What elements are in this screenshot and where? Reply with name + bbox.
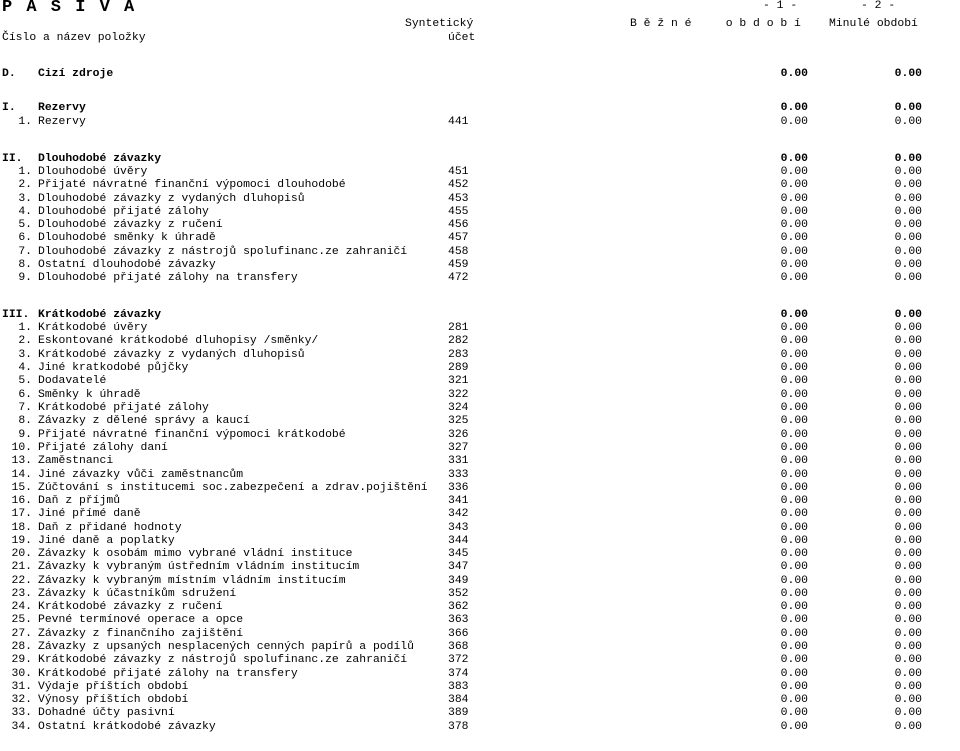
row-previous-value: 0.00 <box>894 654 922 666</box>
row-name: Jiné závazky vůči zaměstnancům <box>38 469 244 481</box>
table-row <box>0 322 960 335</box>
row-number: III. <box>2 309 30 321</box>
row-number: 25. <box>11 614 32 626</box>
table-row <box>0 681 960 694</box>
row-previous-value: 0.00 <box>894 508 922 520</box>
row-account: 327 <box>448 442 469 454</box>
row-name: Dlouhodobé závazky z nástrojů spolufinanc.ze zahraničí <box>38 246 408 258</box>
item-name-header: Číslo a název položky <box>2 32 146 44</box>
row-name: Dlouhodobé závazky z vydaných dluhopisů <box>38 193 305 205</box>
row-number: 20. <box>11 548 32 560</box>
row-current-value: 0.00 <box>780 259 808 271</box>
row-current-value: 0.00 <box>780 232 808 244</box>
row-previous-value: 0.00 <box>894 601 922 613</box>
row-account: 457 <box>448 232 469 244</box>
row-number: 1. <box>18 116 32 128</box>
row-number: 27. <box>11 628 32 640</box>
row-name: Zaměstnanci <box>38 455 114 467</box>
row-previous-value: 0.00 <box>894 272 922 284</box>
row-previous-value: 0.00 <box>894 721 922 733</box>
row-current-value: 0.00 <box>780 68 808 80</box>
row-account: 383 <box>448 681 469 693</box>
row-name: Jiné přímé daně <box>38 508 141 520</box>
table-row <box>0 508 960 521</box>
row-current-value: 0.00 <box>780 246 808 258</box>
row-number: 3. <box>18 193 32 205</box>
table-row <box>0 389 960 402</box>
previous-period-header: Minulé období <box>829 18 918 30</box>
row-current-value: 0.00 <box>780 614 808 626</box>
row-number: 7. <box>18 246 32 258</box>
row-current-value: 0.00 <box>780 335 808 347</box>
section-row <box>0 153 960 166</box>
row-number: 24. <box>11 601 32 613</box>
row-number: 5. <box>18 375 32 387</box>
row-account: 363 <box>448 614 469 626</box>
row-number: 4. <box>18 206 32 218</box>
row-account: 352 <box>448 588 469 600</box>
row-name: Přijaté návratné finanční výpomoci dlouhodobé <box>38 179 346 191</box>
row-account: 384 <box>448 694 469 706</box>
row-number: II. <box>2 153 23 165</box>
row-previous-value: 0.00 <box>894 548 922 560</box>
row-account: 374 <box>448 668 469 680</box>
row-number: 30. <box>11 668 32 680</box>
row-number: 33. <box>11 707 32 719</box>
row-number: 8. <box>18 259 32 271</box>
row-number: 16. <box>11 495 32 507</box>
row-current-value: 0.00 <box>780 668 808 680</box>
row-current-value: 0.00 <box>780 116 808 128</box>
row-name: Daň z příjmů <box>38 495 121 507</box>
row-current-value: 0.00 <box>780 272 808 284</box>
row-previous-value: 0.00 <box>894 535 922 547</box>
row-account: 344 <box>448 535 469 547</box>
row-account: 455 <box>448 206 469 218</box>
row-name: Jiné daně a poplatky <box>38 535 175 547</box>
row-account: 283 <box>448 349 469 361</box>
row-account: 456 <box>448 219 469 231</box>
row-previous-value: 0.00 <box>894 429 922 441</box>
row-current-value: 0.00 <box>780 102 808 114</box>
row-previous-value: 0.00 <box>894 455 922 467</box>
row-name: Výdaje příštích období <box>38 681 189 693</box>
row-account: 366 <box>448 628 469 640</box>
synthetic-account-header: Syntetický <box>405 18 474 30</box>
row-name: Ostatní dlouhodobé závazky <box>38 259 216 271</box>
row-name: Směnky k úhradě <box>38 389 141 401</box>
table-row <box>0 335 960 348</box>
row-previous-value: 0.00 <box>894 588 922 600</box>
row-name: Dlouhodobé přijaté zálohy na transfery <box>38 272 298 284</box>
row-account: 342 <box>448 508 469 520</box>
row-current-value: 0.00 <box>780 601 808 613</box>
row-number: 2. <box>18 179 32 191</box>
table-row <box>0 641 960 654</box>
row-name: Krátkodobé úvěry <box>38 322 148 334</box>
row-previous-value: 0.00 <box>894 575 922 587</box>
row-previous-value: 0.00 <box>894 561 922 573</box>
row-current-value: 0.00 <box>780 362 808 374</box>
table-row <box>0 561 960 574</box>
table-row <box>0 375 960 388</box>
table-row <box>0 442 960 455</box>
row-number: 34. <box>11 721 32 733</box>
table-row <box>0 349 960 362</box>
row-current-value: 0.00 <box>780 153 808 165</box>
row-current-value: 0.00 <box>780 469 808 481</box>
row-name: Cizí zdroje <box>38 68 114 80</box>
row-current-value: 0.00 <box>780 508 808 520</box>
table-row <box>0 548 960 561</box>
row-name: Dlouhodobé přijaté zálohy <box>38 206 209 218</box>
section-row <box>0 309 960 322</box>
table-row <box>0 206 960 219</box>
row-previous-value: 0.00 <box>894 68 922 80</box>
table-row <box>0 193 960 206</box>
row-previous-value: 0.00 <box>894 322 922 334</box>
row-current-value: 0.00 <box>780 654 808 666</box>
row-account: 326 <box>448 429 469 441</box>
row-previous-value: 0.00 <box>894 362 922 374</box>
table-row <box>0 232 960 245</box>
row-name: Rezervy <box>38 102 86 114</box>
row-previous-value: 0.00 <box>894 389 922 401</box>
row-name: Závazky k osobám mimo vybrané vládní instituce <box>38 548 353 560</box>
row-previous-value: 0.00 <box>894 402 922 414</box>
row-previous-value: 0.00 <box>894 469 922 481</box>
table-row <box>0 219 960 232</box>
row-account: 451 <box>448 166 469 178</box>
row-account: 321 <box>448 375 469 387</box>
row-name: Dohadné účty pasivní <box>38 707 175 719</box>
table-row <box>0 495 960 508</box>
row-current-value: 0.00 <box>780 166 808 178</box>
row-account: 459 <box>448 259 469 271</box>
table-row <box>0 272 960 285</box>
row-number: 9. <box>18 429 32 441</box>
row-current-value: 0.00 <box>780 548 808 560</box>
row-current-value: 0.00 <box>780 415 808 427</box>
row-previous-value: 0.00 <box>894 335 922 347</box>
row-current-value: 0.00 <box>780 219 808 231</box>
column-2-number: - 2 - <box>861 0 896 12</box>
row-current-value: 0.00 <box>780 561 808 573</box>
row-name: Dlouhodobé závazky z ručení <box>38 219 223 231</box>
row-name: Krátkodobé přijaté zálohy <box>38 402 209 414</box>
row-number: 6. <box>18 232 32 244</box>
row-account: 349 <box>448 575 469 587</box>
row-name: Závazky z finančního zajištění <box>38 628 244 640</box>
table-row <box>0 455 960 468</box>
row-previous-value: 0.00 <box>894 309 922 321</box>
row-name: Eskontované krátkodobé dluhopisy /směnky/ <box>38 335 319 347</box>
row-account: 458 <box>448 246 469 258</box>
row-current-value: 0.00 <box>780 179 808 191</box>
table-row <box>0 402 960 415</box>
row-number: 15. <box>11 482 32 494</box>
row-name: Dlouhodobé závazky <box>38 153 162 165</box>
row-current-value: 0.00 <box>780 575 808 587</box>
row-previous-value: 0.00 <box>894 681 922 693</box>
row-number: 7. <box>18 402 32 414</box>
section-row <box>0 68 960 81</box>
row-number: 5. <box>18 219 32 231</box>
row-previous-value: 0.00 <box>894 495 922 507</box>
row-previous-value: 0.00 <box>894 641 922 653</box>
table-row <box>0 522 960 535</box>
row-previous-value: 0.00 <box>894 193 922 205</box>
row-account: 389 <box>448 707 469 719</box>
row-account: 281 <box>448 322 469 334</box>
row-previous-value: 0.00 <box>894 179 922 191</box>
row-previous-value: 0.00 <box>894 375 922 387</box>
row-account: 325 <box>448 415 469 427</box>
row-name: Přijaté zálohy daní <box>38 442 168 454</box>
row-account: 282 <box>448 335 469 347</box>
table-row <box>0 415 960 428</box>
row-account: 441 <box>448 116 469 128</box>
row-account: 368 <box>448 641 469 653</box>
row-name: Krátkodobé závazky z nástrojů spolufinanc.ze zahraničí <box>38 654 408 666</box>
row-current-value: 0.00 <box>780 495 808 507</box>
row-name: Dlouhodobé směnky k úhradě <box>38 232 216 244</box>
row-name: Jiné kratkodobé půjčky <box>38 362 189 374</box>
table-row <box>0 668 960 681</box>
row-name: Ostatní krátkodobé závazky <box>38 721 216 733</box>
row-number: 17. <box>11 508 32 520</box>
row-current-value: 0.00 <box>780 402 808 414</box>
row-previous-value: 0.00 <box>894 442 922 454</box>
row-number: 28. <box>11 641 32 653</box>
row-account: 341 <box>448 495 469 507</box>
row-previous-value: 0.00 <box>894 349 922 361</box>
row-name: Daň z přidané hodnoty <box>38 522 182 534</box>
page-title: P A S I V A <box>2 0 137 17</box>
current-period-header: B ě ž n é o b d o b í <box>630 18 801 30</box>
row-current-value: 0.00 <box>780 429 808 441</box>
table-row <box>0 535 960 548</box>
row-current-value: 0.00 <box>780 681 808 693</box>
row-account: 289 <box>448 362 469 374</box>
row-account: 472 <box>448 272 469 284</box>
row-name: Závazky k účastníkům sdružení <box>38 588 237 600</box>
row-number: 1. <box>18 322 32 334</box>
row-number: 32. <box>11 694 32 706</box>
table-row <box>0 694 960 707</box>
row-name: Výnosy příštích období <box>38 694 189 706</box>
row-previous-value: 0.00 <box>894 259 922 271</box>
row-previous-value: 0.00 <box>894 614 922 626</box>
row-previous-value: 0.00 <box>894 707 922 719</box>
row-number: 21. <box>11 561 32 573</box>
row-previous-value: 0.00 <box>894 206 922 218</box>
row-current-value: 0.00 <box>780 193 808 205</box>
table-row <box>0 469 960 482</box>
row-account: 336 <box>448 482 469 494</box>
row-name: Závazky k vybraným místním vládním institucím <box>38 575 346 587</box>
table-row <box>0 614 960 627</box>
row-name: Dodavatelé <box>38 375 107 387</box>
row-account: 362 <box>448 601 469 613</box>
row-current-value: 0.00 <box>780 694 808 706</box>
row-number: 4. <box>18 362 32 374</box>
row-previous-value: 0.00 <box>894 153 922 165</box>
row-current-value: 0.00 <box>780 389 808 401</box>
row-current-value: 0.00 <box>780 206 808 218</box>
row-number: 13. <box>11 455 32 467</box>
row-previous-value: 0.00 <box>894 219 922 231</box>
row-previous-value: 0.00 <box>894 246 922 258</box>
row-name: Zúčtování s institucemi soc.zabezpečení a zdrav.pojištění <box>38 482 428 494</box>
row-account: 322 <box>448 389 469 401</box>
table-row <box>0 179 960 192</box>
row-number: 2. <box>18 335 32 347</box>
table-row <box>0 707 960 720</box>
table-row <box>0 482 960 495</box>
row-previous-value: 0.00 <box>894 232 922 244</box>
row-current-value: 0.00 <box>780 721 808 733</box>
row-name: Závazky z upsaných nesplacených cenných papírů a podílů <box>38 641 414 653</box>
row-account: 345 <box>448 548 469 560</box>
table-row <box>0 362 960 375</box>
row-number: 6. <box>18 389 32 401</box>
row-previous-value: 0.00 <box>894 116 922 128</box>
row-number: 29. <box>11 654 32 666</box>
row-name: Dlouhodobé úvěry <box>38 166 148 178</box>
table-row <box>0 259 960 272</box>
table-row <box>0 721 960 734</box>
table-row <box>0 166 960 179</box>
table-row <box>0 588 960 601</box>
row-current-value: 0.00 <box>780 641 808 653</box>
row-current-value: 0.00 <box>780 628 808 640</box>
row-number: 19. <box>11 535 32 547</box>
table-row <box>0 429 960 442</box>
row-number: 3. <box>18 349 32 361</box>
row-account: 347 <box>448 561 469 573</box>
row-current-value: 0.00 <box>780 309 808 321</box>
row-name: Krátkodobé přijaté zálohy na transfery <box>38 668 298 680</box>
row-account: 343 <box>448 522 469 534</box>
row-current-value: 0.00 <box>780 707 808 719</box>
table-row <box>0 628 960 641</box>
row-account: 372 <box>448 654 469 666</box>
row-account: 378 <box>448 721 469 733</box>
row-number: 10. <box>11 442 32 454</box>
row-number: 9. <box>18 272 32 284</box>
row-account: 333 <box>448 469 469 481</box>
row-current-value: 0.00 <box>780 588 808 600</box>
row-previous-value: 0.00 <box>894 102 922 114</box>
row-account: 453 <box>448 193 469 205</box>
row-name: Pevné termínové operace a opce <box>38 614 244 626</box>
row-current-value: 0.00 <box>780 455 808 467</box>
row-number: 31. <box>11 681 32 693</box>
row-name: Krátkodobé závazky <box>38 309 162 321</box>
row-number: I. <box>2 102 16 114</box>
row-current-value: 0.00 <box>780 535 808 547</box>
row-previous-value: 0.00 <box>894 628 922 640</box>
row-number: 1. <box>18 166 32 178</box>
row-name: Závazky k vybraným ústředním vládním institucím <box>38 561 360 573</box>
row-previous-value: 0.00 <box>894 166 922 178</box>
row-number: 18. <box>11 522 32 534</box>
row-account: 452 <box>448 179 469 191</box>
table-row <box>0 654 960 667</box>
row-name: Přijaté návratné finanční výpomoci krátkodobé <box>38 429 346 441</box>
account-header: účet <box>448 32 476 44</box>
row-name: Rezervy <box>38 116 86 128</box>
row-current-value: 0.00 <box>780 349 808 361</box>
row-account: 331 <box>448 455 469 467</box>
row-number: 8. <box>18 415 32 427</box>
row-previous-value: 0.00 <box>894 522 922 534</box>
row-name: Krátkodobé závazky z vydaných dluhopisů <box>38 349 305 361</box>
row-number: 23. <box>11 588 32 600</box>
row-current-value: 0.00 <box>780 522 808 534</box>
row-name: Závazky z dělené správy a kaucí <box>38 415 250 427</box>
row-previous-value: 0.00 <box>894 694 922 706</box>
table-row <box>0 601 960 614</box>
row-previous-value: 0.00 <box>894 415 922 427</box>
table-row <box>0 246 960 259</box>
table-row <box>0 116 960 129</box>
row-previous-value: 0.00 <box>894 482 922 494</box>
table-row <box>0 575 960 588</box>
row-previous-value: 0.00 <box>894 668 922 680</box>
section-row <box>0 102 960 115</box>
row-current-value: 0.00 <box>780 482 808 494</box>
row-account: 324 <box>448 402 469 414</box>
column-1-number: - 1 - <box>763 0 798 12</box>
row-number: 22. <box>11 575 32 587</box>
row-number: D. <box>2 68 16 80</box>
row-current-value: 0.00 <box>780 442 808 454</box>
row-current-value: 0.00 <box>780 322 808 334</box>
row-name: Krátkodobé závazky z ručení <box>38 601 223 613</box>
row-current-value: 0.00 <box>780 375 808 387</box>
row-number: 14. <box>11 469 32 481</box>
